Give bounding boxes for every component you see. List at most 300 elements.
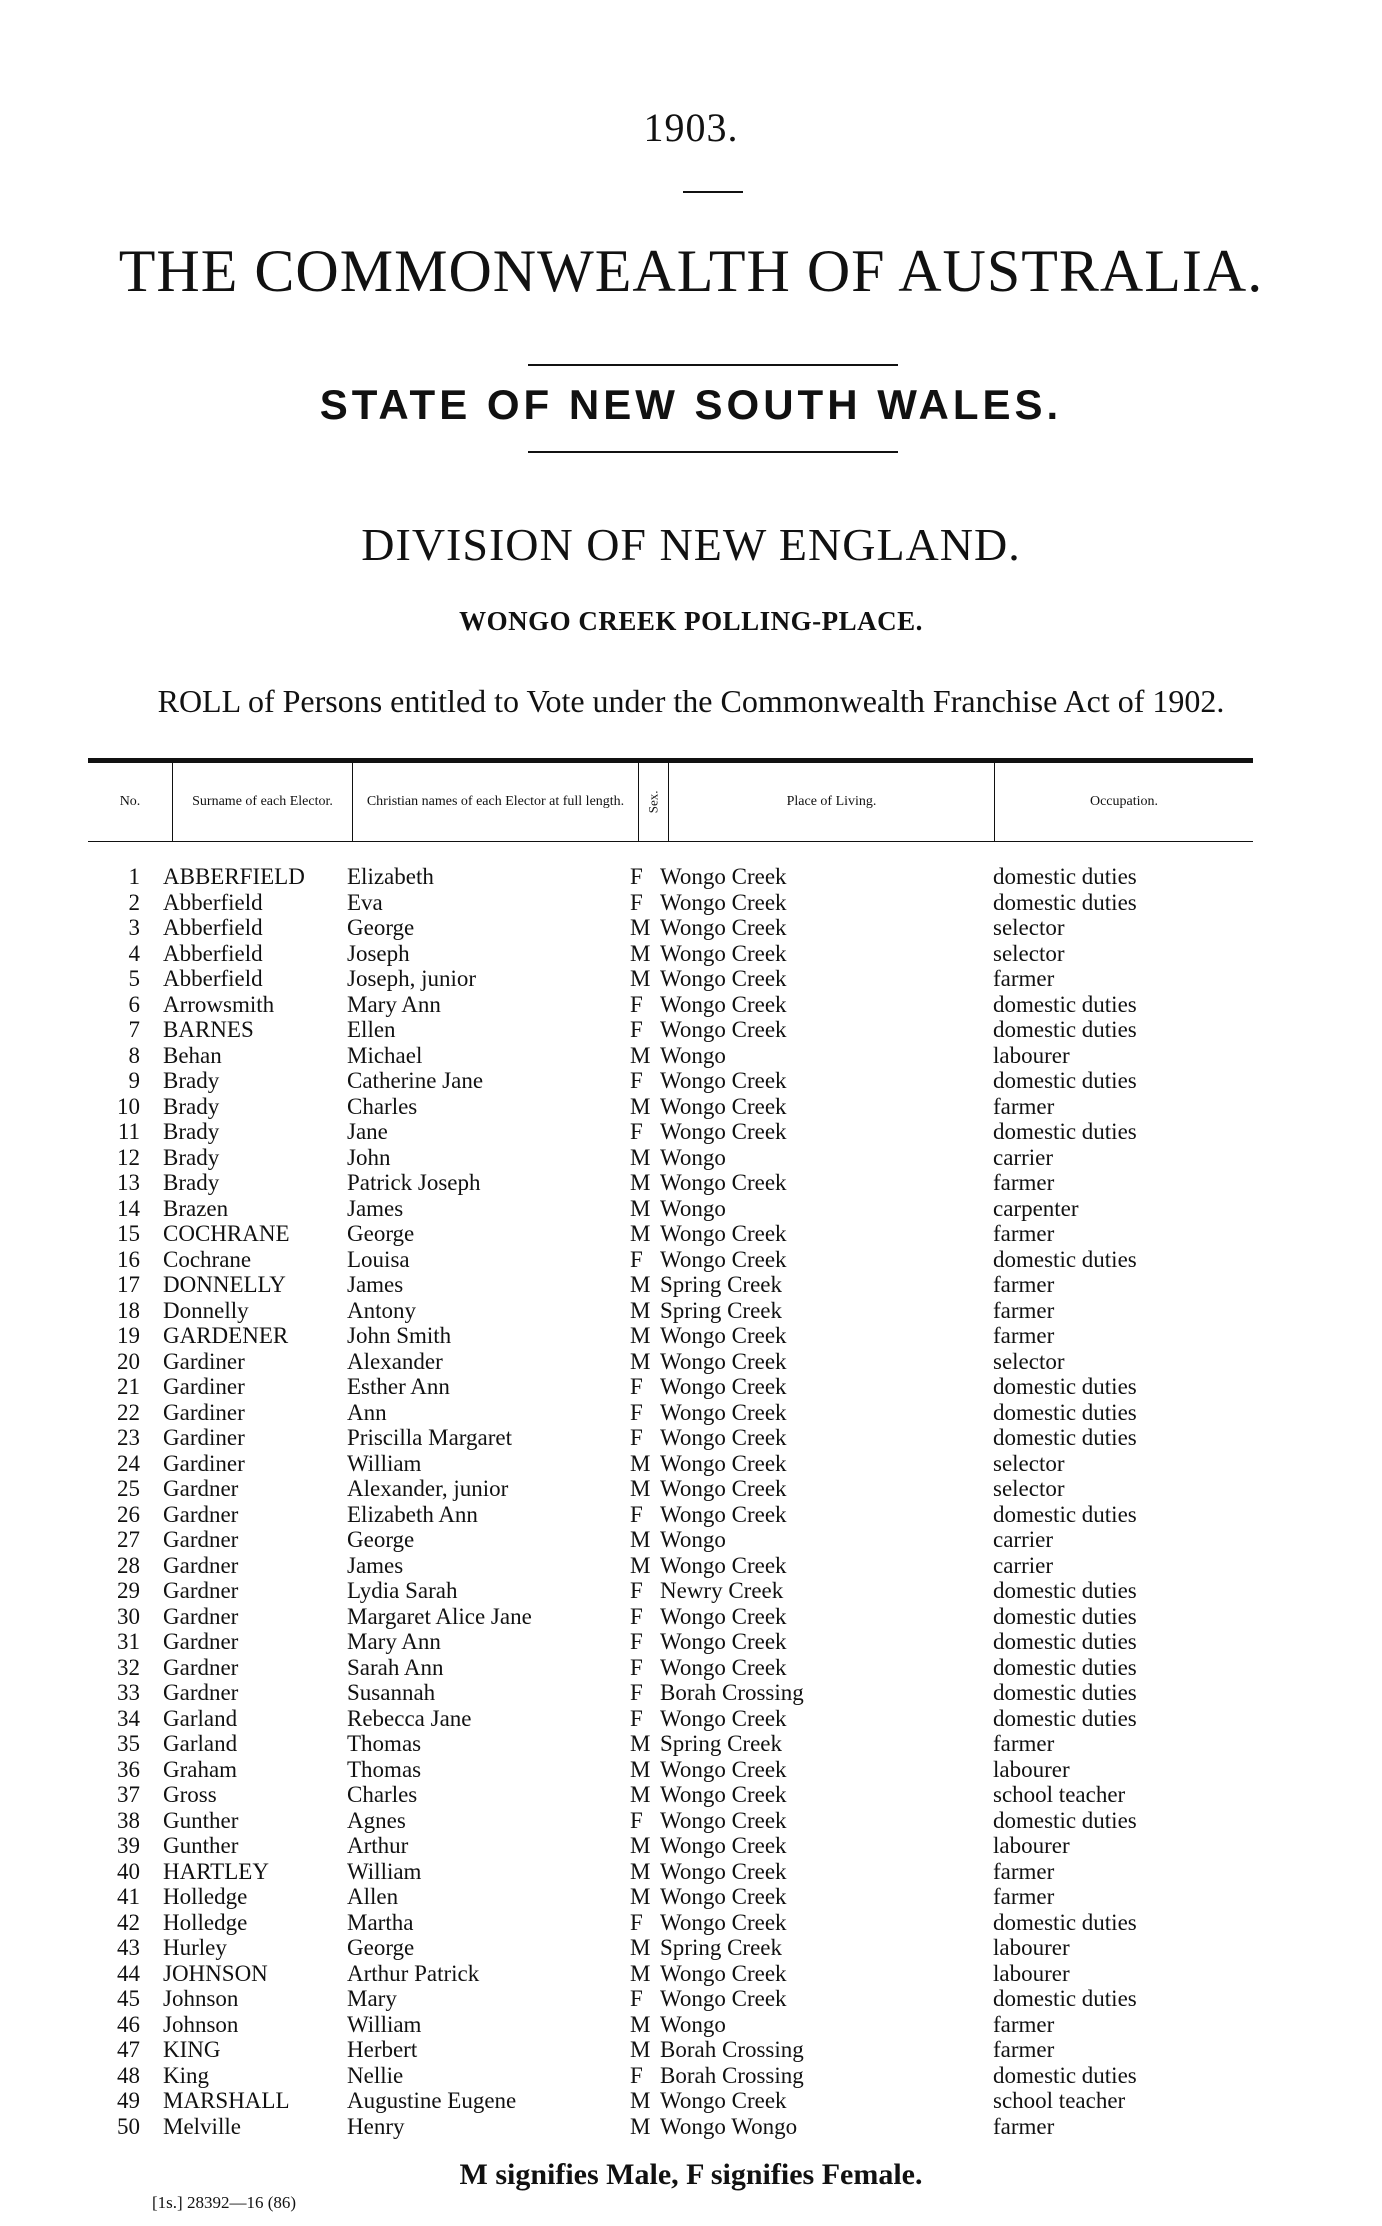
elector-place-of-living: Wongo Creek xyxy=(660,1960,787,1986)
elector-surname: ABBERFIELD xyxy=(163,864,305,889)
elector-number: 21 xyxy=(117,1374,140,1399)
elector-surname: COCHRANE xyxy=(163,1221,290,1246)
elector-occupation: domestic duties xyxy=(993,1578,1137,1603)
elector-place-of-living: Wongo xyxy=(660,1527,726,1552)
elector-sex: M xyxy=(630,1093,651,1119)
elector-place-of-living: Wongo xyxy=(660,2011,726,2037)
elector-surname: Gardiner xyxy=(163,1399,245,1425)
elector-sex: F xyxy=(630,1246,643,1272)
header-surname: Surname of each Elector. xyxy=(172,763,352,841)
table-row xyxy=(0,966,1382,991)
elector-sex: F xyxy=(630,864,643,889)
table-row xyxy=(0,1425,1382,1450)
elector-place-of-living: Wongo Creek xyxy=(660,889,787,915)
table-row xyxy=(0,1068,1382,1093)
elector-christian-names: Eva xyxy=(347,889,383,915)
elector-number: 6 xyxy=(128,991,140,1017)
elector-christian-names: Charles xyxy=(347,1093,418,1119)
elector-place-of-living: Wongo Creek xyxy=(660,1323,787,1348)
elector-place-of-living: Wongo Creek xyxy=(660,1017,787,1042)
elector-christian-names: James xyxy=(347,1272,404,1297)
elector-surname: Melville xyxy=(163,2113,241,2139)
elector-occupation: domestic duties xyxy=(993,1119,1137,1144)
table-row xyxy=(0,941,1382,966)
elector-occupation: farmer xyxy=(993,1170,1055,1195)
elector-place-of-living: Wongo Creek xyxy=(660,1986,787,2011)
elector-occupation: farmer xyxy=(993,1093,1055,1119)
table-row xyxy=(0,2037,1382,2062)
elector-number: 25 xyxy=(117,1476,140,1501)
elector-surname: Gardiner xyxy=(163,1348,245,1374)
elector-place-of-living: Wongo Creek xyxy=(660,1782,787,1807)
elector-number: 34 xyxy=(117,1705,140,1731)
elector-number: 17 xyxy=(117,1272,140,1297)
elector-occupation: domestic duties xyxy=(993,1603,1137,1629)
elector-surname: Gardner xyxy=(163,1603,239,1629)
table-row xyxy=(0,1476,1382,1501)
elector-christian-names: Michael xyxy=(347,1042,423,1068)
elector-place-of-living: Wongo xyxy=(660,1195,726,1221)
elector-surname: Gardner xyxy=(163,1654,239,1680)
elector-place-of-living: Wongo Creek xyxy=(660,1603,787,1629)
elector-occupation: domestic duties xyxy=(993,1501,1137,1527)
elector-occupation: selector xyxy=(993,1476,1065,1501)
elector-place-of-living: Wongo Creek xyxy=(660,1221,787,1246)
elector-christian-names: James xyxy=(347,1552,404,1578)
elector-place-of-living: Wongo Creek xyxy=(660,1858,787,1884)
elector-christian-names: Allen xyxy=(347,1884,399,1909)
elector-sex: F xyxy=(630,2062,643,2088)
elector-number: 1 xyxy=(128,864,140,889)
elector-number: 33 xyxy=(117,1680,140,1705)
elector-sex: F xyxy=(630,1501,643,1527)
elector-sex: M xyxy=(630,1348,651,1374)
elector-sex: M xyxy=(630,2088,651,2113)
elector-christian-names: Martha xyxy=(347,1909,414,1935)
elector-occupation: domestic duties xyxy=(993,991,1137,1017)
elector-occupation: carrier xyxy=(993,1527,1053,1552)
elector-number: 32 xyxy=(117,1654,140,1680)
elector-christian-names: Elizabeth xyxy=(347,864,434,889)
elector-place-of-living: Wongo Creek xyxy=(660,915,787,940)
elector-number: 13 xyxy=(117,1170,140,1195)
elector-sex: F xyxy=(630,1374,643,1399)
elector-occupation: carrier xyxy=(993,1144,1053,1170)
elector-christian-names: Alexander, junior xyxy=(347,1476,509,1501)
elector-number: 29 xyxy=(117,1578,140,1603)
elector-sex: M xyxy=(630,1476,651,1501)
elector-number: 11 xyxy=(117,1119,140,1144)
elector-surname: Brady xyxy=(163,1068,220,1093)
elector-sex: M xyxy=(630,1884,651,1909)
elector-number: 31 xyxy=(117,1629,140,1654)
table-row xyxy=(0,890,1382,915)
elector-sex: F xyxy=(630,1425,643,1450)
elector-christian-names: Thomas xyxy=(347,1756,422,1782)
elector-sex: F xyxy=(630,889,643,915)
elector-occupation: farmer xyxy=(993,2113,1055,2139)
elector-surname: JOHNSON xyxy=(163,1960,268,1986)
elector-christian-names: Mary Ann xyxy=(347,991,441,1017)
elector-occupation: domestic duties xyxy=(993,2062,1137,2088)
elector-occupation: domestic duties xyxy=(993,1986,1137,2011)
elector-christian-names: Herbert xyxy=(347,2037,418,2062)
elector-place-of-living: Wongo Creek xyxy=(660,1629,787,1654)
elector-surname: Abberfield xyxy=(163,915,263,940)
elector-sex: M xyxy=(630,1297,651,1323)
elector-place-of-living: Wongo Creek xyxy=(660,1833,787,1858)
elector-occupation: selector xyxy=(993,1348,1065,1374)
elector-number: 14 xyxy=(117,1195,140,1221)
elector-christian-names: Sarah Ann xyxy=(347,1654,444,1680)
elector-christian-names: Arthur xyxy=(347,1833,409,1858)
table-row xyxy=(0,915,1382,940)
elector-occupation: domestic duties xyxy=(993,1068,1137,1093)
elector-place-of-living: Wongo Creek xyxy=(660,1119,787,1144)
table-row xyxy=(0,1451,1382,1476)
header-no: No. xyxy=(119,793,141,809)
elector-surname: Brady xyxy=(163,1170,220,1195)
elector-surname: Gardiner xyxy=(163,1450,245,1476)
table-row xyxy=(0,1298,1382,1323)
elector-sex: F xyxy=(630,1680,643,1705)
elector-number: 36 xyxy=(117,1756,140,1782)
table-row xyxy=(0,2063,1382,2088)
elector-occupation: domestic duties xyxy=(993,1629,1137,1654)
elector-occupation: school teacher xyxy=(993,1782,1126,1807)
table-row xyxy=(0,1706,1382,1731)
elector-occupation: labourer xyxy=(993,1935,1070,1960)
elector-surname: Brazen xyxy=(163,1195,229,1221)
elector-sex: M xyxy=(630,1858,651,1884)
elector-christian-names: William xyxy=(347,1450,422,1476)
elector-surname: Cochrane xyxy=(163,1246,252,1272)
table-row xyxy=(0,1578,1382,1603)
elector-occupation: domestic duties xyxy=(993,1705,1137,1731)
elector-christian-names: Rebecca Jane xyxy=(347,1705,472,1731)
elector-surname: Gunther xyxy=(163,1833,239,1858)
elector-surname: Behan xyxy=(163,1042,222,1068)
elector-occupation: farmer xyxy=(993,1731,1055,1756)
elector-number: 43 xyxy=(117,1935,140,1960)
elector-occupation: selector xyxy=(993,940,1065,966)
elector-sex: M xyxy=(630,1960,651,1986)
elector-sex: F xyxy=(630,1986,643,2011)
elector-occupation: domestic duties xyxy=(993,1425,1137,1450)
elector-occupation: farmer xyxy=(993,1884,1055,1909)
table-row xyxy=(0,1935,1382,1960)
elector-christian-names: George xyxy=(347,1527,415,1552)
elector-surname: Hurley xyxy=(163,1935,227,1960)
elector-surname: Holledge xyxy=(163,1909,248,1935)
elector-number: 35 xyxy=(117,1731,140,1756)
elector-christian-names: Mary Ann xyxy=(347,1629,441,1654)
elector-surname: Garland xyxy=(163,1731,238,1756)
elector-number: 9 xyxy=(128,1068,140,1093)
elector-sex: M xyxy=(630,1272,651,1297)
elector-occupation: domestic duties xyxy=(993,889,1137,915)
elector-surname: Gardner xyxy=(163,1527,239,1552)
elector-number: 22 xyxy=(117,1399,140,1425)
elector-place-of-living: Wongo Creek xyxy=(660,1552,787,1578)
elector-sex: M xyxy=(630,1731,651,1756)
table-row xyxy=(0,992,1382,1017)
table-row xyxy=(0,1170,1382,1195)
elector-occupation: selector xyxy=(993,915,1065,940)
elector-christian-names: William xyxy=(347,2011,422,2037)
elector-surname: BARNES xyxy=(163,1017,254,1042)
elector-occupation: farmer xyxy=(993,1297,1055,1323)
elector-place-of-living: Spring Creek xyxy=(660,1272,783,1297)
elector-number: 5 xyxy=(128,966,140,991)
elector-place-of-living: Wongo Creek xyxy=(660,1450,787,1476)
elector-place-of-living: Wongo Wongo xyxy=(660,2113,798,2139)
elector-occupation: carrier xyxy=(993,1552,1053,1578)
elector-surname: Garland xyxy=(163,1705,238,1731)
elector-christian-names: James xyxy=(347,1195,404,1221)
elector-occupation: farmer xyxy=(993,2011,1055,2037)
elector-surname: HARTLEY xyxy=(163,1858,269,1884)
elector-occupation: farmer xyxy=(993,2037,1055,2062)
elector-christian-names: Arthur Patrick xyxy=(347,1960,480,1986)
elector-number: 30 xyxy=(117,1603,140,1629)
table-row xyxy=(0,1323,1382,1348)
page-title: THE COMMONWEALTH OF AUSTRALIA. xyxy=(118,238,1264,304)
elector-sex: F xyxy=(630,1068,643,1093)
elector-place-of-living: Borah Crossing xyxy=(660,2037,804,2062)
rule-after-year xyxy=(683,191,743,193)
elector-surname: King xyxy=(163,2062,209,2088)
elector-occupation: labourer xyxy=(993,1833,1070,1858)
table-row xyxy=(0,2012,1382,2037)
polling-place-heading: WONGO CREEK POLLING-PLACE. xyxy=(459,606,923,636)
elector-surname: Gardner xyxy=(163,1501,239,1527)
table-row xyxy=(0,1349,1382,1374)
elector-christian-names: George xyxy=(347,1935,415,1960)
table-row xyxy=(0,1221,1382,1246)
elector-surname: Abberfield xyxy=(163,940,263,966)
elector-sex: M xyxy=(630,1221,651,1246)
elector-place-of-living: Wongo Creek xyxy=(660,1374,787,1399)
elector-place-of-living: Wongo Creek xyxy=(660,1476,787,1501)
elector-surname: Gross xyxy=(163,1782,217,1807)
elector-surname: Holledge xyxy=(163,1884,248,1909)
elector-number: 16 xyxy=(117,1246,140,1272)
elector-sex: F xyxy=(630,991,643,1017)
elector-christian-names: George xyxy=(347,915,415,940)
elector-number: 20 xyxy=(117,1348,140,1374)
elector-sex: M xyxy=(630,1450,651,1476)
elector-number: 37 xyxy=(117,1782,140,1807)
elector-number: 50 xyxy=(117,2113,140,2139)
elector-christian-names: Ellen xyxy=(347,1017,396,1042)
elector-place-of-living: Wongo Creek xyxy=(660,1909,787,1935)
elector-christian-names: Priscilla Margaret xyxy=(347,1425,512,1450)
table-row xyxy=(0,1731,1382,1756)
elector-christian-names: Elizabeth Ann xyxy=(347,1501,478,1527)
table-row xyxy=(0,1604,1382,1629)
elector-number: 42 xyxy=(117,1909,140,1935)
elector-christian-names: Susannah xyxy=(347,1680,436,1705)
elector-occupation: farmer xyxy=(993,1221,1055,1246)
elector-place-of-living: Wongo Creek xyxy=(660,966,787,991)
elector-surname: Gardner xyxy=(163,1578,239,1603)
elector-place-of-living: Wongo Creek xyxy=(660,1654,787,1680)
table-row xyxy=(0,1782,1382,1807)
elector-place-of-living: Newry Creek xyxy=(660,1578,784,1603)
elector-surname: MARSHALL xyxy=(163,2088,290,2113)
elector-number: 19 xyxy=(117,1323,140,1348)
elector-sex: M xyxy=(630,1833,651,1858)
elector-sex: M xyxy=(630,966,651,991)
elector-sex: F xyxy=(630,1705,643,1731)
elector-number: 39 xyxy=(117,1833,140,1858)
elector-number: 45 xyxy=(117,1986,140,2011)
rule-after-state xyxy=(528,451,898,453)
elector-christian-names: Lydia Sarah xyxy=(347,1578,458,1603)
elector-sex: F xyxy=(630,1603,643,1629)
elector-sex: F xyxy=(630,1119,643,1144)
table-row xyxy=(0,1808,1382,1833)
elector-place-of-living: Wongo Creek xyxy=(660,1884,787,1909)
elector-sex: M xyxy=(630,1144,651,1170)
elector-surname: KING xyxy=(163,2037,221,2062)
elector-occupation: labourer xyxy=(993,1756,1070,1782)
elector-christian-names: Charles xyxy=(347,1782,418,1807)
elector-place-of-living: Wongo Creek xyxy=(660,1246,787,1272)
elector-christian-names: Margaret Alice Jane xyxy=(347,1603,532,1629)
elector-number: 8 xyxy=(128,1042,140,1068)
table-row xyxy=(0,1629,1382,1654)
elector-surname: Arrowsmith xyxy=(163,991,275,1017)
elector-surname: Brady xyxy=(163,1144,220,1170)
table-row xyxy=(0,2114,1382,2139)
elector-occupation: farmer xyxy=(993,966,1055,991)
elector-occupation: domestic duties xyxy=(993,1246,1137,1272)
elector-number: 40 xyxy=(117,1858,140,1884)
elector-place-of-living: Wongo Creek xyxy=(660,1093,787,1119)
elector-sex: F xyxy=(630,1399,643,1425)
elector-number: 12 xyxy=(117,1144,140,1170)
table-row xyxy=(0,1400,1382,1425)
elector-number: 44 xyxy=(117,1960,140,1986)
elector-place-of-living: Wongo Creek xyxy=(660,1501,787,1527)
roll-heading: ROLL of Persons entitled to Vote under the Commonwealth Franchise Act of 1902. xyxy=(157,683,1225,719)
elector-number: 49 xyxy=(117,2088,140,2113)
table-row xyxy=(0,1374,1382,1399)
elector-number: 7 xyxy=(128,1017,140,1042)
elector-occupation: farmer xyxy=(993,1323,1055,1348)
elector-place-of-living: Wongo xyxy=(660,1042,726,1068)
table-row xyxy=(0,1553,1382,1578)
elector-sex: M xyxy=(630,1170,651,1195)
elector-number: 10 xyxy=(117,1093,140,1119)
elector-number: 24 xyxy=(117,1450,140,1476)
elector-occupation: farmer xyxy=(993,1858,1055,1884)
state-heading: STATE OF NEW SOUTH WALES. xyxy=(319,381,1063,428)
elector-surname: Abberfield xyxy=(163,966,263,991)
elector-place-of-living: Wongo xyxy=(660,1144,726,1170)
elector-occupation: carpenter xyxy=(993,1195,1079,1221)
elector-place-of-living: Spring Creek xyxy=(660,1297,783,1323)
elector-sex: M xyxy=(630,1935,651,1960)
elector-christian-names: Esther Ann xyxy=(347,1374,450,1399)
elector-occupation: domestic duties xyxy=(993,1374,1137,1399)
elector-surname: Brady xyxy=(163,1119,220,1144)
table-row xyxy=(0,1017,1382,1042)
elector-place-of-living: Wongo Creek xyxy=(660,1807,787,1833)
elector-place-of-living: Wongo Creek xyxy=(660,1705,787,1731)
elector-christian-names: Henry xyxy=(347,2113,405,2139)
elector-place-of-living: Spring Creek xyxy=(660,1731,783,1756)
elector-occupation: labourer xyxy=(993,1960,1070,1986)
table-row xyxy=(0,1272,1382,1297)
elector-christian-names: Agnes xyxy=(347,1807,406,1833)
elector-sex: M xyxy=(630,1527,651,1552)
header-occupation: Occupation. xyxy=(994,763,1253,841)
elector-christian-names: John xyxy=(347,1144,391,1170)
elector-christian-names: Catherine Jane xyxy=(347,1068,484,1093)
elector-number: 3 xyxy=(128,915,140,940)
rule-after-title xyxy=(528,364,898,366)
elector-surname: DONNELLY xyxy=(163,1272,286,1297)
elector-christian-names: Alexander xyxy=(347,1348,443,1374)
elector-surname: Gardner xyxy=(163,1552,239,1578)
elector-sex: F xyxy=(630,1654,643,1680)
elector-christian-names: Augustine Eugene xyxy=(347,2088,517,2113)
elector-occupation: domestic duties xyxy=(993,1807,1137,1833)
elector-number: 48 xyxy=(117,2062,140,2088)
elector-sex: M xyxy=(630,2011,651,2037)
elector-number: 38 xyxy=(117,1807,140,1833)
table-header xyxy=(88,758,1253,842)
elector-christian-names: Mary xyxy=(347,1986,397,2011)
table-row xyxy=(0,1196,1382,1221)
elector-place-of-living: Spring Creek xyxy=(660,1935,783,1960)
elector-number: 47 xyxy=(117,2037,140,2062)
elector-sex: M xyxy=(630,2113,651,2139)
elector-number: 28 xyxy=(117,1552,140,1578)
elector-sex: M xyxy=(630,1042,651,1068)
elector-place-of-living: Wongo Creek xyxy=(660,1425,787,1450)
elector-occupation: domestic duties xyxy=(993,1909,1137,1935)
elector-christian-names: Ann xyxy=(347,1399,387,1425)
elector-sex: M xyxy=(630,1552,651,1578)
elector-surname: GARDENER xyxy=(163,1323,289,1348)
table-row xyxy=(0,1884,1382,1909)
table-row xyxy=(0,1502,1382,1527)
elector-sex: M xyxy=(630,940,651,966)
elector-sex: F xyxy=(630,1807,643,1833)
elector-place-of-living: Borah Crossing xyxy=(660,1680,804,1705)
elector-sex: M xyxy=(630,2037,651,2062)
elector-surname: Gardner xyxy=(163,1629,239,1654)
elector-number: 18 xyxy=(117,1297,140,1323)
table-row xyxy=(0,1119,1382,1144)
elector-sex: F xyxy=(630,1909,643,1935)
elector-sex: M xyxy=(630,1323,651,1348)
elector-christian-names: John Smith xyxy=(347,1323,452,1348)
table-row xyxy=(0,1043,1382,1068)
elector-number: 2 xyxy=(128,889,140,915)
header-place: Place of Living. xyxy=(668,763,994,841)
table-row xyxy=(0,2088,1382,2113)
table-row xyxy=(0,1833,1382,1858)
elector-occupation: labourer xyxy=(993,1042,1070,1068)
elector-number: 27 xyxy=(117,1527,140,1552)
elector-surname: Gardner xyxy=(163,1476,239,1501)
elector-surname: Donnelly xyxy=(163,1297,249,1323)
